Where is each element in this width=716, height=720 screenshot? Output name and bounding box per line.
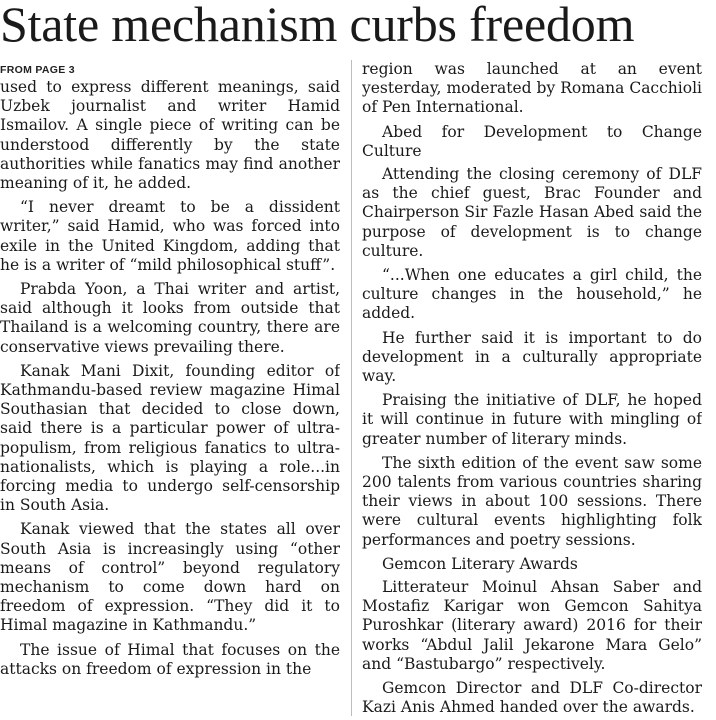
paragraph: “...When one educates a girl child, the culture changes in the household,” he added. xyxy=(362,266,702,323)
subheading: Abed for Development to Change Culture xyxy=(362,122,702,160)
paragraph: The sixth edition of the event saw some 200 talents from various countries sharing their views in about 100 sessions. There were cultural events highlighting folk performances and poetry sessions. xyxy=(362,453,702,549)
headline: State mechanism curbs freedom xyxy=(0,0,635,52)
subheading: Gemcon Literary Awards xyxy=(382,554,578,573)
paragraph: The issue of Himal that focuses on the attacks on freedom of expression in the xyxy=(0,640,340,678)
right-column xyxy=(362,60,702,720)
paragraph: He further said it is important to do development in a culturally appropriate way. xyxy=(362,328,702,386)
paragraph: Kanak viewed that the states all over South Asia is increasingly using “other means of control” beyond regulatory mechanism to come down hard on freedom of expression. “They did it to Himal magazine in Kathmandu.” xyxy=(0,520,340,635)
column-divider xyxy=(351,60,352,716)
left-column xyxy=(0,60,340,720)
paragraph: Gemcon Director and DLF Co-director Kazi Anis Ahmed handed over the awards. xyxy=(362,679,702,717)
paragraph: “I never dreamt to be a dissident writer,” said Hamid, who was forced into exile in the United Kingdom, adding that he is a writer of “mild philosophical stuff”. xyxy=(0,198,340,274)
paragraph: Prabda Yoon, a Thai writer and artist, said although it looks from outside that Thailand is a welcoming country, there are conservative views prevailing there. xyxy=(0,280,340,356)
paragraph: Praising the initiative of DLF, he hoped it will continue in future with mingling of greater number of literary minds. xyxy=(362,391,702,448)
paragraph: used to express different meanings, said Uzbek journalist and writer Hamid Ismailov. A single piece of writing can be understood differently by the state authorities while fanatics may find another meaning of it, he added. xyxy=(0,78,340,193)
paragraph: Attending the closing ceremony of DLF as the chief guest, Brac Founder and Chairperson Sir Fazle Hasan Abed said the purpose of development is to change culture. xyxy=(362,165,702,260)
from-page-label: FROM PAGE 3 xyxy=(0,64,75,76)
paragraph: Kanak Mani Dixit, founding editor of Kathmandu-based review magazine Himal Southasian that decided to close down, said there is a particular power of ultra-populism, from religious fanatics to ultra-nationalists, which is playing a role...in forcing media to undergo self-censorship in South Asia. xyxy=(0,361,340,515)
paragraph: Litterateur Moinul Ahsan Saber and Mostafiz Karigar won Gemcon Sahitya Puroshkar (literary award) 2016 for their works “Abdul Jalil Jekarone Mara Gelo” and “Bastubargo” respectively. xyxy=(362,578,702,673)
paragraph: region was launched at an event yesterday, moderated by Romana Cacchioli of Pen International. xyxy=(362,60,702,117)
